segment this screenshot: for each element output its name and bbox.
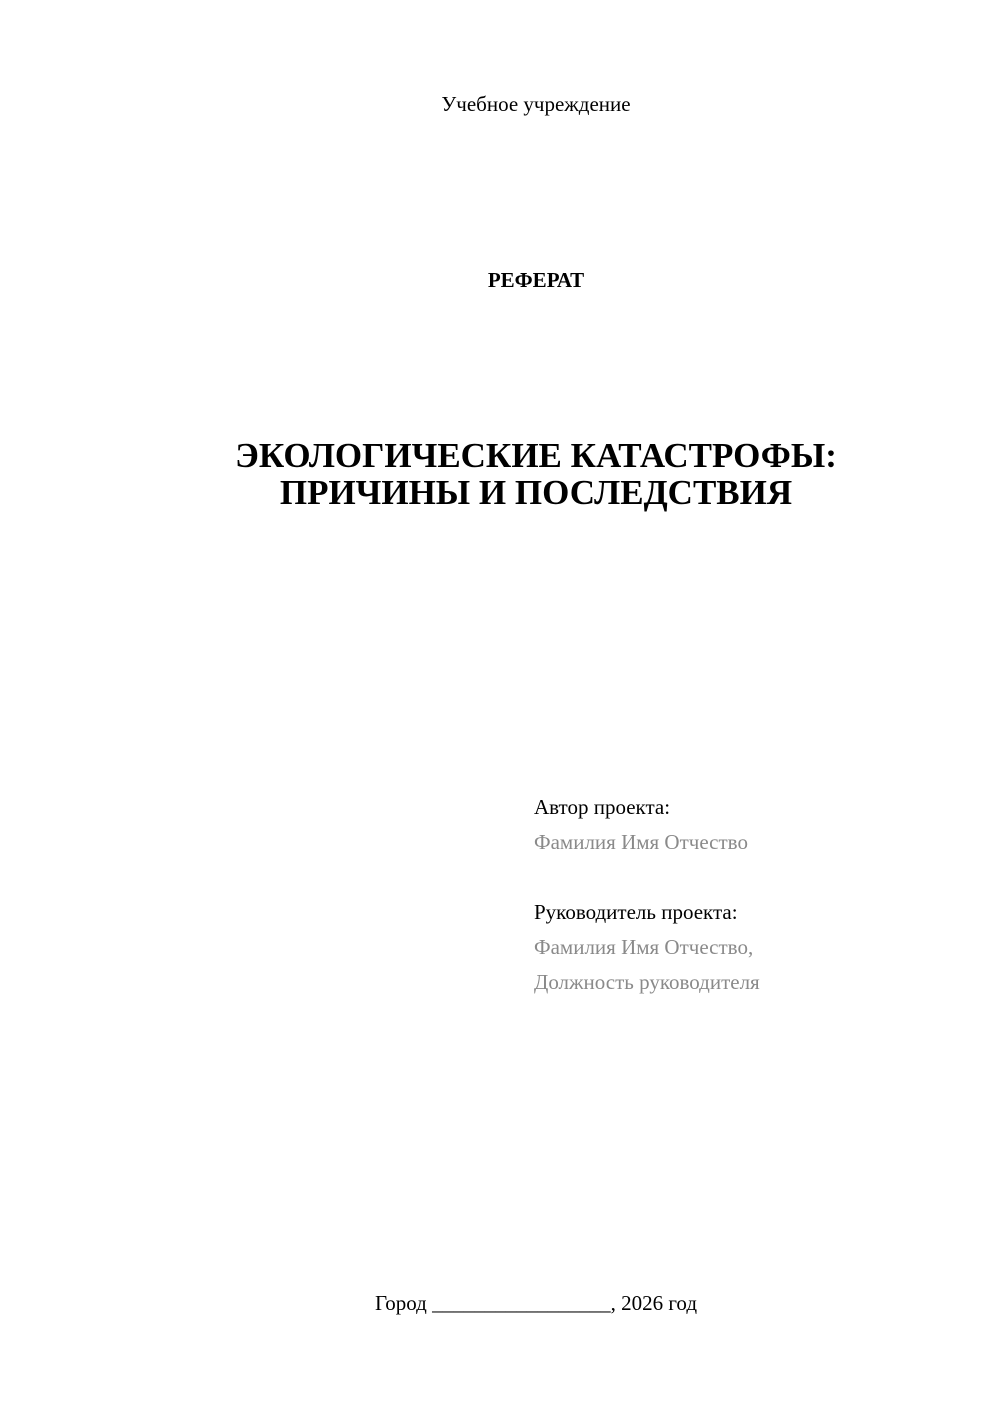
supervisor-label: Руководитель проекта: [534,900,738,924]
institution-name: Учебное учреждение [441,92,631,116]
supervisor-position: Должность руководителя [534,970,760,994]
info-spacer [534,860,760,895]
document-title-line-1: ЭКОЛОГИЧЕСКИЕ КАТАСТРОФЫ: [235,436,837,475]
project-info [534,790,760,1000]
supervisor-name: Фамилия Имя Отчество, [534,935,754,959]
author-label: Автор проекта: [534,795,671,819]
author-name: Фамилия Имя Отчество [534,830,748,854]
document-title [0,437,1000,511]
document-type: РЕФЕРАТ [487,268,585,292]
city-year-line: Город _________________, 2026 год [374,1291,698,1315]
document-title-line-2: ПРИЧИНЫ И ПОСЛЕДСТВИЯ [279,473,793,512]
